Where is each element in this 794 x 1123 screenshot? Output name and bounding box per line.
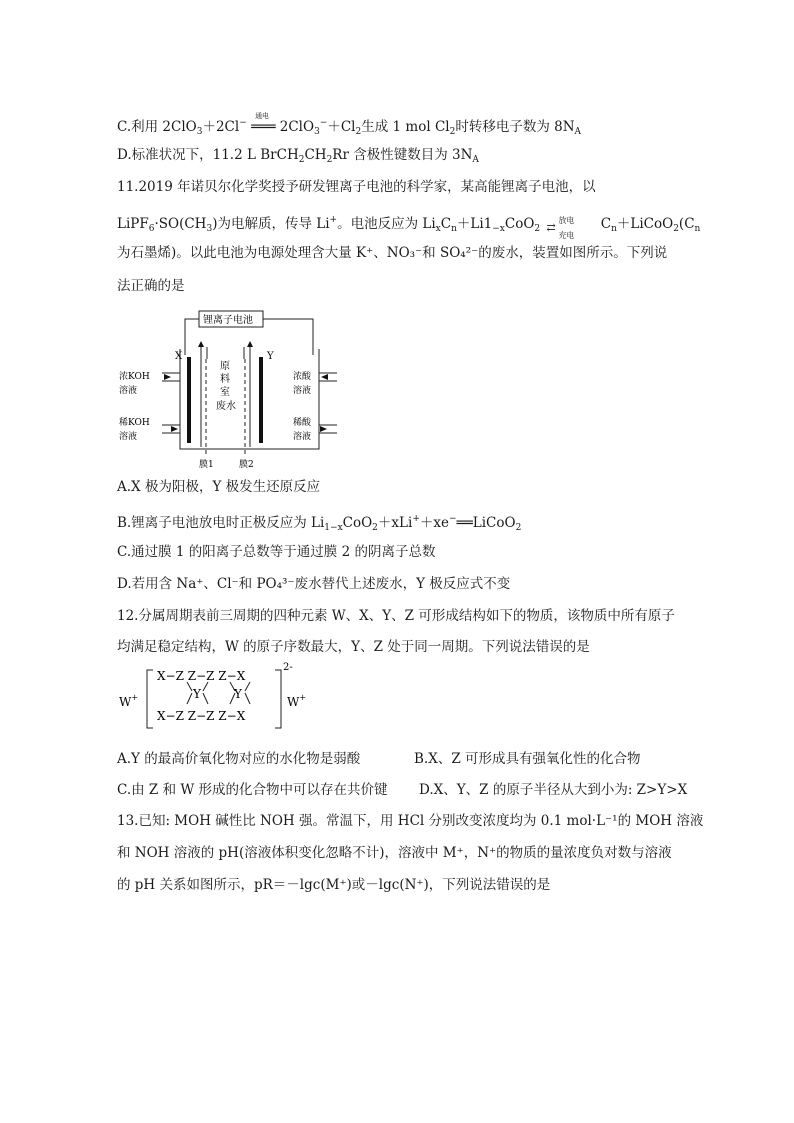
structure-row-3: X−Z Z−Z Z−X xyxy=(157,709,246,723)
battery-label: 锂离子电池 xyxy=(203,315,253,326)
q11-stem-line2: $LiPF_6\cdot SO(CH_3)$为电解质，传导 Li+。电池反应为 $Li_xC_n+Li1_{-x}CoO_2$ 放电 ⇄ 充电 $C_n+LiCoO_2(C_n$ xyxy=(117,215,701,240)
q11-stem-line3: 为石墨烯)。以此电池为电源处理含大量 K⁺、NO₃⁻和 SO₄²⁻的废水，装置如图所示。下列说 xyxy=(117,245,668,261)
electrolysis-arrow: 通电 ═══ xyxy=(251,112,276,135)
conc-koh-label-2: 溶液 xyxy=(119,386,138,396)
chamber-label-4: 废水 xyxy=(216,401,236,412)
q13-stem-line1: 13.已知: MOH 碱性比 NOH 强。常温下，用 HCl 分别改变浓度均为 0.1 mol·L⁻¹的 MOH 溶液 xyxy=(117,813,704,829)
q13-stem-line3: 的 pH 关系如图所示，pR＝－lgc(M⁺)或－lgc(N⁺)，下列说法错误的是 xyxy=(117,877,551,893)
chamber-label-1: 原 xyxy=(220,361,230,372)
structure-row-2: Y xyxy=(193,687,201,701)
membrane-2-label: 膜2 xyxy=(239,460,254,470)
chamber-label-3: 室 xyxy=(220,387,230,398)
w-cation-right: W+ xyxy=(287,693,307,709)
q12-option-a: A.Y 的最高价氧化物对应的水化物是弱酸 xyxy=(117,751,361,767)
q12-stem-line2: 均满足稳定结构，W 的原子序数最大，Y、Z 处于同一周期。下列说法错误的是 xyxy=(117,639,590,655)
q11-option-d: D.若用含 Na⁺、Cl⁻和 PO₄³⁻废水替代上述废水，Y 极反应式不变 xyxy=(117,576,511,592)
electrode-x-label: X xyxy=(175,351,183,362)
membrane-1-label: 膜1 xyxy=(199,460,214,470)
q12-option-d: D.X、Y、Z 的原子半径从大到小为: Z>Y>X xyxy=(419,782,688,798)
q12-option-c: C.由 Z 和 W 形成的化合物中可以存在共价键 xyxy=(117,782,388,798)
q10-option-d: D.标准状况下，11.2 L $BrCH_2CH_2Rr$ 含极性键数目为 $3N_A$ xyxy=(117,147,479,165)
structure-row-1: X−Z Z−Z Z−X xyxy=(157,669,246,683)
electrode-y-label: Y xyxy=(267,351,274,362)
molecular-structure xyxy=(117,662,317,736)
electrolysis-cell-diagram xyxy=(117,307,337,475)
conc-acid-label-2: 溶液 xyxy=(293,386,312,396)
w-cation-left: W+ xyxy=(119,693,139,709)
reversible-arrows: 放电 ⇄ 充电 xyxy=(546,215,575,240)
q10-option-c: C.利用 2ClO$_3$＋2Cl− 通电 ═══ $2ClO_3^-+Cl_2$生成 1 mol $Cl_2$时转移电子数为 $8N_A$ xyxy=(117,112,582,137)
dil-koh-label-2: 溶液 xyxy=(119,432,138,442)
anion-charge: 2- xyxy=(283,662,293,673)
q13-stem-line2: 和 NOH 溶液的 pH(溶液体积变化忽略不计)，溶液中 M⁺，N⁺的物质的量浓度负对数与溶液 xyxy=(117,845,672,861)
q11-option-b: B.锂离子电池放电时正极反应为 $Li_{1-x}CoO_2+xLi^++xe^-══LiCoO_2$ xyxy=(117,514,522,533)
q11-stem-line4: 法正确的是 xyxy=(117,278,185,294)
conc-acid-label: 浓酸 xyxy=(293,372,312,382)
q12-stem-line1: 12.分属周期表前三周期的四种元素 W、X、Y、Z 可形成结构如下的物质，该物质中所有原子 xyxy=(117,608,675,624)
q11-option-a: A.X 极为阳极，Y 极发生还原反应 xyxy=(117,479,321,495)
q11-stem-line1: 11.2019 年诺贝尔化学奖授予研发锂离子电池的科学家，某高能锂离子电池，以 xyxy=(117,179,596,195)
chamber-label-2: 料 xyxy=(220,374,230,385)
structure-row-2b: Y xyxy=(234,687,242,701)
dil-acid-label-2: 溶液 xyxy=(293,432,312,442)
dil-koh-label: 稀KOH xyxy=(119,418,150,428)
dil-acid-label: 稀酸 xyxy=(293,418,312,428)
q11-option-c: C.通过膜 1 的阳离子总数等于通过膜 2 的阴离子总数 xyxy=(117,544,436,560)
q12-option-b: B.X、Z 可形成具有强氧化性的化合物 xyxy=(414,751,641,767)
conc-koh-label: 浓KOH xyxy=(119,372,150,382)
